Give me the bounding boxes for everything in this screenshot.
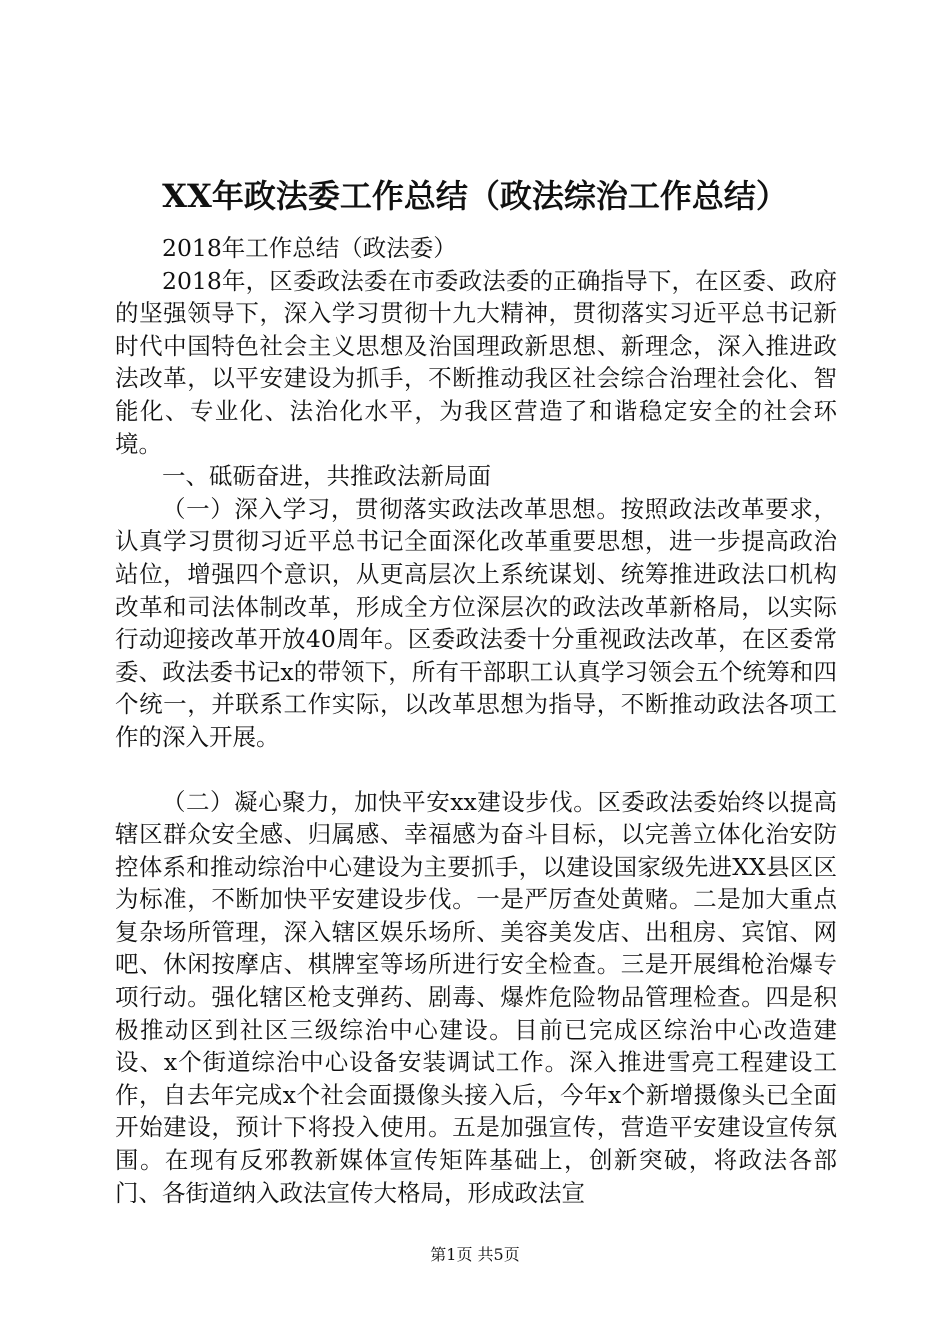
paragraph-subtitle: 2018年工作总结（政法委） xyxy=(162,234,457,262)
document-body xyxy=(115,232,837,1209)
paragraph-section-1: （一）深入学习，贯彻落实政法改革思想。按照政法改革要求，认真学习贯彻习近平总书记全面深化改革重要思想，进一步提高政治站位，增强四个意识，从更高层次上系统谋划、统筹推进政法口机构改革和司法体制改革，形成全方位深层次的政法改革新格局，以实际行动迎接改革开放40周年。区委政法委十分重视政法改革，在区委常委、政法委书记x的带领下，所有干部职工认真学习领会五个统筹和四个统一，并联系工作实际，以改革思想为指导，不断推动政法各项工作的深入开展。 xyxy=(115,494,837,751)
section-heading: 一、砥砺奋进，共推政法新局面 xyxy=(162,462,491,491)
paragraph-intro: 2018年，区委政法委在市委政法委的正确指导下，在区委、政府的坚强领导下，深入学习贯彻十九大精神，贯彻落实习近平总书记新时代中国特色社会主义思想及治国理政新思想、新理念，深入推进政法改革，以平安建设为抓手，不断推动我区社会综合治理社会化、智能化、专业化、法治化水平，为我区营造了和谐稳定安全的社会环境。 xyxy=(115,266,837,458)
paragraph-section-2: （二）凝心聚力，加快平安xx建设步伐。区委政法委始终以提高辖区群众安全感、归属感、幸福感为奋斗目标，以完善立体化治安防控体系和推动综治中心建设为主要抓手，以建设国家级先进XX县区区为标准，不断加快平安建设步伐。一是严厉查处黄赌。二是加大重点复杂场所管理，深入辖区娱乐场所、美容美发店、出租房、宾馆、网吧、休闲按摩店、棋牌室等场所进行安全检查。三是开展缉枪治爆专项行动。强化辖区枪支弹药、剧毒、爆炸危险物品管理检查。四是积极推动区到社区三级综治中心建设。目前已完成区综治中心改造建设、x个街道综治中心设备安装调试工作。深入推进雪亮工程建设工作，自去年完成x个社会面摄像头接入后，今年x个新增摄像头已全面开始建设，预计下将投入使用。五是加强宣传，营造平安建设宣传氛围。在现有反邪教新媒体宣传矩阵基础上，创新突破，将政法各部门、各街道纳入政法宣传大格局，形成政法宣 xyxy=(115,787,837,1207)
document-title: XX年政法委工作总结（政法综治工作总结） xyxy=(162,177,788,215)
page-number-footer: 第1页 共5页 xyxy=(430,1245,520,1264)
